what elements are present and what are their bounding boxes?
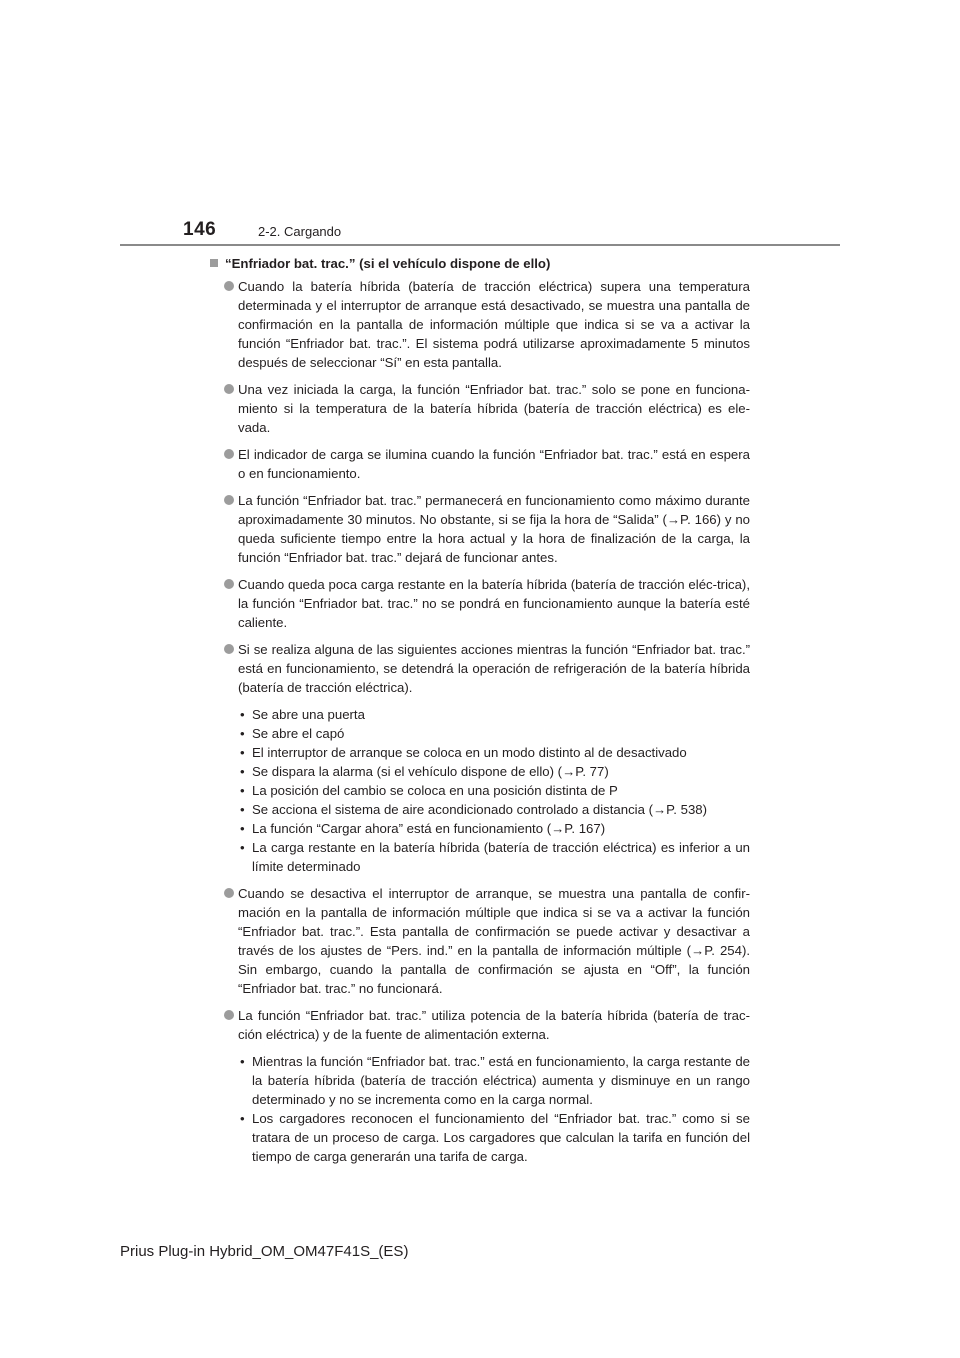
bullet-text: El indicador de carga se ilumina cuando la función “Enfriador bat. trac.” está en espera o en funcionamiento. <box>238 447 750 481</box>
page-header <box>0 0 960 250</box>
circle-bullet-icon <box>224 449 234 459</box>
list-item <box>210 781 750 800</box>
section-heading <box>210 254 750 273</box>
list-item-text: Se abre una puerta <box>252 707 365 722</box>
list-item <box>210 705 750 724</box>
list-marker: • <box>240 1054 245 1069</box>
page-content <box>210 254 750 1174</box>
list-marker: • <box>240 1111 245 1126</box>
list-item-text: Los cargadores reconocen el funcionamiento del “Enfriador bat. trac.” como si se tratara de un proceso de carga. Los cargadores que calculan la tarifa en función del tiempo de carga generarán una tarifa de carga. <box>252 1111 750 1164</box>
document-footer: Prius Plug-in Hybrid_OM_OM47F41S_(ES) <box>120 1243 409 1260</box>
circle-bullet-icon <box>224 1010 234 1020</box>
circle-bullet-icon <box>224 579 234 589</box>
list-marker: • <box>240 764 245 779</box>
list-item-text: El interruptor de arranque se coloca en un modo distinto al de desactivado <box>252 745 687 760</box>
list-marker: • <box>240 802 245 817</box>
list-marker: • <box>240 783 245 798</box>
list-item <box>210 1109 750 1166</box>
list-item-text: La posición del cambio se coloca en una posición distinta de P <box>252 783 618 798</box>
page-number: 146 <box>183 219 217 240</box>
list-marker: • <box>240 840 245 855</box>
list-item-text: Se dispara la alarma (si el vehículo dispone de ello) (→P. 77) <box>252 764 609 779</box>
circle-bullet-icon <box>224 495 234 505</box>
list-item <box>210 838 750 876</box>
list-item <box>210 762 750 781</box>
bullet-text: Cuando se desactiva el interruptor de arranque, se muestra una pantalla de confir-mación en la pantalla de información múltiple que indica si se va a activar la función “Enfriador bat. trac.”. Esta pantalla de confirmación se puede activar y desactivar a través de los ajustes de “Pers. ind.” en la pantalla de información múltiple (→P. 254). Sin embargo, cuando la pantalla de confirmación se ajusta en “Off”, la función “Enfriador bat. trac.” no funcionará. <box>238 886 750 996</box>
section-heading-text: “Enfriador bat. trac.” (si el vehículo dispone de ello) <box>225 256 551 271</box>
list-marker: • <box>240 821 245 836</box>
section-title: 2-2. Cargando <box>258 224 342 239</box>
bullet-item <box>210 640 750 697</box>
power-notes-list <box>210 1052 750 1166</box>
bullet-item <box>210 1006 750 1044</box>
list-item-text: La carga restante en la batería híbrida (batería de tracción eléctrica) es inferior a un límite determinado <box>252 840 750 874</box>
stop-actions-list <box>210 705 750 876</box>
bullet-item <box>210 380 750 437</box>
list-item <box>210 724 750 743</box>
list-item <box>210 743 750 762</box>
list-marker: • <box>240 707 245 722</box>
square-bullet-icon <box>210 259 218 267</box>
list-item-text: Se abre el capó <box>252 726 345 741</box>
circle-bullet-icon <box>224 644 234 654</box>
list-item <box>210 819 750 838</box>
circle-bullet-icon <box>224 281 234 291</box>
bullet-text: Cuando la batería híbrida (batería de tracción eléctrica) supera una temperatura determinada y el interruptor de arranque está desactivado, se muestra una pantalla de confirmación en la pantalla de información múltiple que indica si se va a activar la función “Enfriador bat. trac.”. El sistema podrá utilizarse aproximadamente 5 minutos después de seleccionar “Sí” en esta pantalla. <box>238 279 750 370</box>
list-item-text: La función “Cargar ahora” está en funcionamiento (→P. 167) <box>252 821 606 836</box>
list-item <box>210 800 750 819</box>
list-marker: • <box>240 726 245 741</box>
bullet-item <box>210 884 750 998</box>
list-item <box>210 1052 750 1109</box>
bullet-text: La función “Enfriador bat. trac.” permanecerá en funcionamiento como máximo durante aproximadamente 30 minutos. No obstante, si se fija la hora de “Salida” (→P. 166) y no queda suficiente tiempo entre la hora actual y la hora de finalización de la carga, la función “Enfriador bat. trac.” dejará de funcionar antes. <box>238 493 750 565</box>
bullet-text: Si se realiza alguna de las siguientes acciones mientras la función “Enfriador bat. trac.” está en funcionamiento, se detendrá la operación de refrigeración de la batería híbrida (batería de tracción eléctrica). <box>238 642 750 695</box>
bullet-text: Cuando queda poca carga restante en la batería híbrida (batería de tracción eléc-trica), la función “Enfriador bat. trac.” no se pondrá en funcionamiento aunque la batería esté caliente. <box>238 577 750 630</box>
list-item-text: Mientras la función “Enfriador bat. trac.” está en funcionamiento, la carga restante de la batería híbrida (batería de tracción eléctrica) aumenta y disminuye en un rango determinado y no se incrementa como en la carga normal. <box>252 1054 750 1107</box>
bullet-text: La función “Enfriador bat. trac.” utiliza potencia de la batería híbrida (batería de trac-ción eléctrica) y de la fuente de alimentación externa. <box>238 1008 750 1042</box>
bullet-text: Una vez iniciada la carga, la función “Enfriador bat. trac.” solo se pone en funciona-miento si la temperatura de la batería híbrida (batería de tracción eléctrica) es ele-vada. <box>238 382 750 435</box>
circle-bullet-icon <box>224 384 234 394</box>
circle-bullet-icon <box>224 888 234 898</box>
bullet-item <box>210 491 750 567</box>
bullet-item <box>210 445 750 483</box>
list-item-text: Se acciona el sistema de aire acondicionado controlado a distancia (→P. 538) <box>252 802 707 817</box>
header-divider <box>120 244 840 246</box>
bullet-item <box>210 277 750 372</box>
list-marker: • <box>240 745 245 760</box>
bullet-item <box>210 575 750 632</box>
